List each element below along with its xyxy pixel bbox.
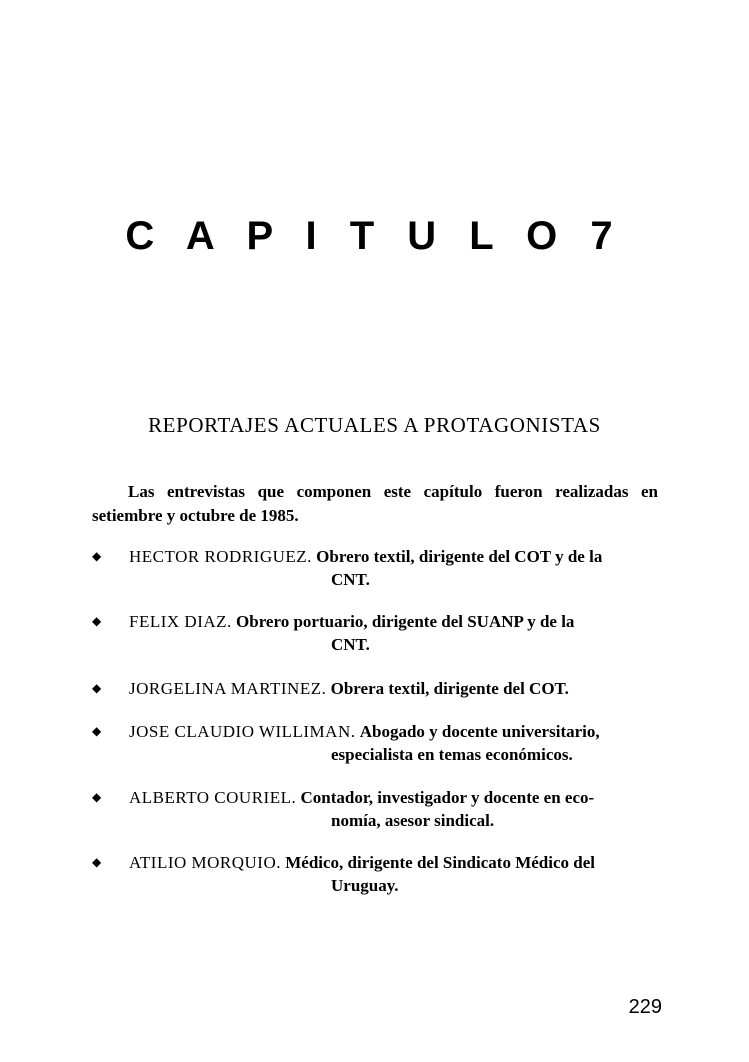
interviewee-description: Obrero textil, dirigente del COT y de la — [316, 547, 603, 566]
intro-paragraph: Las entrevistas que componen este capítulo fueron realizadas en setiembre y octubre de 1985. — [92, 482, 658, 525]
interviewee-description-continued: especialista en temas económicos. — [331, 745, 573, 764]
diamond-bullet-icon: ◆ — [92, 614, 102, 628]
interviewee-name: FELIX DIAZ. — [129, 612, 232, 631]
diamond-bullet-icon: ◆ — [92, 549, 102, 563]
page-number: 229 — [628, 996, 662, 1018]
interviewee-description-continued: Uruguay. — [331, 876, 399, 895]
interviewee-name: JOSE CLAUDIO WILLIMAN. — [129, 722, 356, 741]
interviewee-description: Contador, investigador y docente en eco- — [300, 788, 595, 807]
interviewee-description-continued: CNT. — [331, 635, 370, 654]
interviewee-name: HECTOR RODRIGUEZ. — [129, 547, 312, 566]
chapter-title: C A P I T U L O 7 — [125, 214, 624, 258]
interviewee-name: JORGELINA MARTINEZ. — [129, 679, 327, 698]
interviewee-name: ATILIO MORQUIO. — [129, 853, 281, 872]
interviewee-description: Abogado y docente universitario, — [359, 722, 600, 741]
diamond-bullet-icon: ◆ — [92, 790, 102, 804]
section-heading: REPORTAJES ACTUALES A PROTAGONISTAS — [148, 413, 601, 437]
diamond-bullet-icon: ◆ — [92, 681, 102, 695]
diamond-bullet-icon: ◆ — [92, 724, 102, 738]
interviewee-description-continued: CNT. — [331, 570, 370, 589]
interviewee-name: ALBERTO COURIEL. — [129, 788, 297, 807]
interviewee-description: Obrero portuario, dirigente del SUANP y de la — [236, 612, 575, 631]
interviewee-description: Obrera textil, dirigente del COT. — [330, 679, 569, 698]
interviewee-description: Médico, dirigente del Sindicato Médico del — [285, 853, 595, 872]
interviewee-description-continued: nomía, asesor sindical. — [331, 811, 495, 830]
diamond-bullet-icon: ◆ — [92, 855, 102, 869]
